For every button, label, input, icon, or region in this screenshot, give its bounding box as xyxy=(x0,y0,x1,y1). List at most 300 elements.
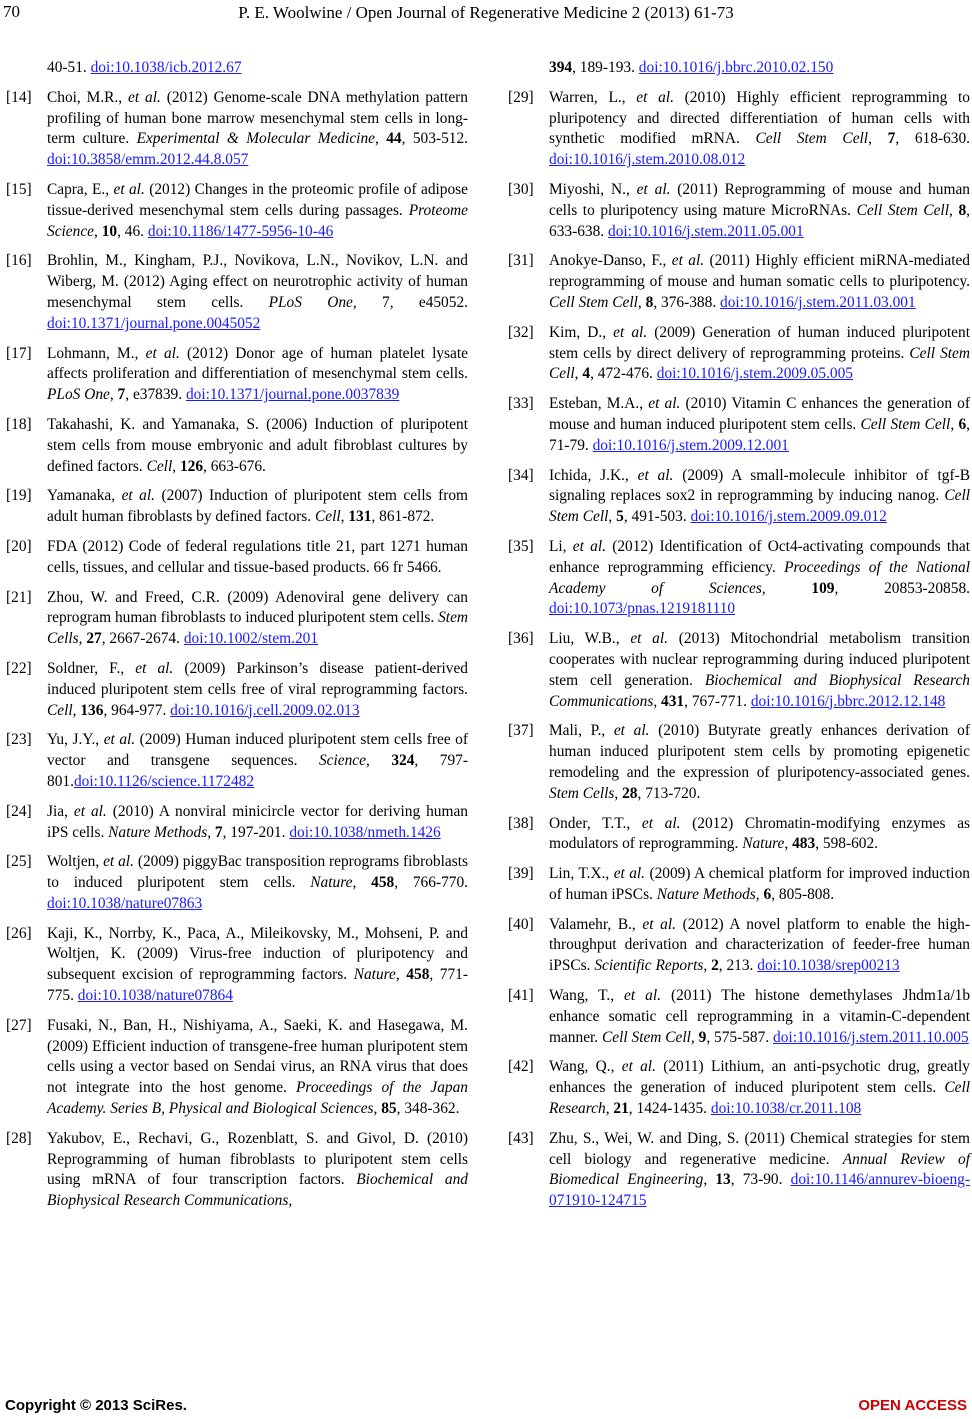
reference-number: [39] xyxy=(508,865,534,883)
reference-segment: Soldner, F., xyxy=(47,659,136,677)
reference-italic: Nature xyxy=(310,874,353,892)
reference-number: [25] xyxy=(6,853,32,871)
reference-entry xyxy=(508,1057,970,1119)
reference-text xyxy=(47,537,468,579)
reference-entry xyxy=(6,852,468,914)
reference-volume: 85 xyxy=(381,1100,397,1118)
reference-number: [30] xyxy=(508,180,534,198)
reference-italic: et al. xyxy=(613,865,646,883)
reference-italic: Scientific Reports xyxy=(594,957,704,975)
reference-segment: , 197-201. xyxy=(222,823,290,841)
doi-link[interactable]: doi:10.1016/j.stem.2009.09.012 xyxy=(690,508,887,526)
doi-link[interactable]: doi:10.1016/j.bbrc.2010.02.150 xyxy=(638,59,834,76)
doi-link[interactable]: doi:10.3858/emm.2012.44.8.057 xyxy=(47,151,249,169)
reference-segment: , 575-587. xyxy=(706,1028,774,1046)
reference-entry xyxy=(508,537,970,620)
doi-link[interactable]: doi:10.1016/j.stem.2011.10.005 xyxy=(773,1028,969,1046)
reference-entry xyxy=(6,344,468,406)
reference-segment: , xyxy=(109,386,118,404)
reference-number: [37] xyxy=(508,722,534,740)
reference-segment: , xyxy=(614,784,623,802)
reference-entry xyxy=(508,466,970,528)
reference-segment: , xyxy=(340,508,349,526)
reference-segment: (2011) Reprogramming of mouse and human cells to pluripotency using mature MicroRNAs. xyxy=(549,180,970,219)
reference-text xyxy=(47,344,468,406)
reference-volume: 109 xyxy=(811,579,835,597)
reference-number: [19] xyxy=(6,487,32,505)
reference-italic: Nature xyxy=(353,966,396,984)
running-head: P. E. Woolwine / Open Journal of Regenerative Medicine 2 (2013) 61-73 xyxy=(238,3,734,22)
reference-italic: et al. xyxy=(636,88,674,106)
reference-entry xyxy=(508,180,970,242)
doi-link[interactable]: doi:10.1038/srep00213 xyxy=(757,957,900,975)
reference-text xyxy=(47,659,468,721)
reference-volume: 7 xyxy=(887,130,896,148)
reference-segment: Wang, T., xyxy=(549,987,625,1005)
reference-italic: Proteome Science xyxy=(47,201,468,240)
reference-text xyxy=(549,864,970,906)
reference-segment: , 771-775. xyxy=(47,966,468,1005)
doi-link[interactable]: doi:10.1016/j.stem.2011.05.001 xyxy=(608,222,804,240)
reference-volume: 2 xyxy=(711,957,719,975)
reference-italic: Cell Stem Cell xyxy=(602,1028,691,1046)
open-access-footer: OPEN ACCESS xyxy=(858,1397,967,1414)
reference-entry xyxy=(6,486,468,528)
reference-entry xyxy=(508,58,970,79)
reference-segment: (2011) Lithium, an anti-psychotic drug, greatly enhances the generation of induced pluripotent stem cells. xyxy=(549,1058,970,1097)
reference-segment: , xyxy=(608,508,617,526)
reference-entry xyxy=(6,537,468,579)
reference-italic: et al. xyxy=(642,915,676,933)
reference-number: [43] xyxy=(508,1129,534,1147)
reference-entry xyxy=(6,1129,468,1212)
reference-segment: , 1424-1435. xyxy=(628,1100,711,1118)
reference-number xyxy=(6,58,47,79)
reference-segment: Anokye-Danso, F., xyxy=(549,252,672,270)
reference-number xyxy=(508,58,549,79)
doi-link[interactable]: doi:10.1016/j.stem.2010.08.012 xyxy=(549,151,746,169)
doi-link[interactable]: doi:10.1016/j.stem.2009.05.005 xyxy=(656,365,853,383)
reference-segment: , xyxy=(868,130,888,148)
reference-volume: 28 xyxy=(622,784,638,802)
reference-italic: et al. xyxy=(121,487,156,505)
reference-number: [32] xyxy=(508,323,534,341)
reference-text xyxy=(47,924,468,1007)
reference-text xyxy=(47,251,468,334)
reference-segment: , xyxy=(574,365,583,383)
reference-italic: et al. xyxy=(145,344,180,362)
reference-segment: (2009) Parkinson’s disease patient-derived induced pluripotent stem cells free of viral reprogramming factors. xyxy=(47,659,468,698)
reference-italic: Cell Stem Cell xyxy=(549,344,970,383)
reference-text xyxy=(47,1016,468,1120)
reference-segment: , xyxy=(72,701,81,719)
reference-italic: Nature xyxy=(742,835,785,853)
reference-number: [29] xyxy=(508,88,534,106)
reference-entry xyxy=(508,864,970,906)
reference-number: [17] xyxy=(6,344,32,362)
reference-segment: , xyxy=(78,630,87,648)
reference-segment: , 767-771. xyxy=(684,692,751,710)
reference-segment: , 376-388. xyxy=(653,293,721,311)
reference-segment: (2009) piggyBac transposition reprograms fibroblasts to induced pluripotent stem cells. xyxy=(47,853,468,892)
reference-segment: Li, xyxy=(549,537,573,555)
reference-volume: 8 xyxy=(645,293,654,311)
reference-italic: et al. xyxy=(637,466,674,484)
reference-italic: Cell Research xyxy=(549,1079,970,1118)
reference-text xyxy=(549,88,970,171)
reference-segment: , 797-801. xyxy=(47,752,468,790)
reference-text xyxy=(47,802,468,844)
reference-segment: (2012) Changes in the proteomic profile of adipose tissue-derived mesenchymal stem cells during passages. xyxy=(47,180,468,219)
doi-link[interactable]: doi:10.1146/annurev-bioeng-071910-124715 xyxy=(549,1171,970,1210)
reference-segment: Fusaki, N., Ban, H., Nishiyama, A., Saeki, K. and Hasegawa, M. (2009) Efficient induction of transgene-free human pluripotent stem cells using a vector based on Sendai virus, an RNA virus that does not integrate into the host genome. xyxy=(47,1016,468,1097)
doi-link[interactable]: doi:10.1002/stem.201 xyxy=(183,630,319,648)
reference-segment: Zhu, S., Wei, W. and Ding, S. (2011) Chemical strategies for stem cell biology and regenerative medicine. xyxy=(549,1129,970,1168)
reference-volume: 8 xyxy=(958,201,967,219)
reference-text xyxy=(549,251,970,313)
reference-segment: Brohlin, M., Kingham, P.J., Novikova, L.N., Novikov, L.N. and Wiberg, M. (2012) Aging effect on neurotrophic activity of human mesenchymal stem cells. xyxy=(47,252,468,311)
page-number: 70 xyxy=(3,2,20,21)
reference-segment: , xyxy=(288,1192,293,1210)
reference-segment: (2009) Human induced pluripotent stem cells free of vector and transgene sequences. xyxy=(47,731,469,770)
reference-segment: , xyxy=(948,201,959,219)
reference-italic: Stem Cells xyxy=(47,609,469,648)
reference-segment: Jia, xyxy=(47,802,74,820)
reference-entry xyxy=(6,251,468,334)
reference-segment: , xyxy=(373,1100,382,1118)
reference-segment: , xyxy=(94,222,102,240)
reference-italic: Nature Methods xyxy=(108,823,208,841)
reference-entry xyxy=(6,802,468,844)
reference-segment: (2011) The histone demethylases Jhdm1a/1b enhance somatic cell reprogramming in a vitamin-C-dependent manner. xyxy=(549,987,971,1046)
doi-link[interactable]: doi:10.1371/journal.pone.0045052 xyxy=(47,314,261,332)
reference-segment: (2010) Vitamin C enhances the generation of mouse and human induced pluripotent stem cells. xyxy=(549,395,970,433)
reference-segment: , xyxy=(605,1100,614,1118)
reference-text xyxy=(549,323,970,385)
reference-segment: , xyxy=(703,957,712,975)
reference-entry xyxy=(6,730,468,792)
reference-italic: Cell Stem Cell xyxy=(856,201,949,219)
reference-segment: , xyxy=(653,692,662,710)
reference-segment: Choi, M.R., xyxy=(47,88,129,106)
reference-text xyxy=(549,721,970,804)
reference-text xyxy=(47,180,468,242)
reference-segment: (2012) Genome-scale DNA methylation pattern profiling of human bone marrow mesenchymal stem cells in long-term culture. xyxy=(47,88,469,148)
reference-segment: Mali, P., xyxy=(549,722,614,740)
reference-segment: Capra, E., xyxy=(47,180,114,198)
reference-segment: , 348-362. xyxy=(396,1100,460,1118)
reference-entry xyxy=(6,1016,468,1120)
doi-link[interactable]: doi:10.1016/j.stem.2009.12.001 xyxy=(592,436,789,454)
reference-segment: Ichida, J.K., xyxy=(549,466,638,484)
reference-italic: et al. xyxy=(641,814,681,832)
reference-segment: , 633-638. xyxy=(549,201,970,240)
reference-number: [20] xyxy=(6,537,32,555)
reference-segment: Miyoshi, N., xyxy=(549,180,637,198)
reference-segment: Kaji, K., Norrby, K., Paca, A., Mileikovsky, M., Mohseni, P. and Woltjen, K. (2009) Virus-free induction of pluripotency and subsequent excision of reprogramming factors. xyxy=(47,924,468,984)
reference-segment: (2012) Chromatin-modifying enzymes as modulators of reprogramming. xyxy=(549,814,971,853)
reference-segment: , 2667-2674. xyxy=(101,630,184,648)
reference-segment: , 73-90. xyxy=(730,1171,791,1189)
reference-number: [28] xyxy=(6,1129,32,1147)
reference-segment: , e37839. xyxy=(125,386,186,404)
reference-number: [38] xyxy=(508,814,534,832)
reference-italic: Proceedings of the National Academy of Sciences xyxy=(549,558,970,597)
reference-italic: et al. xyxy=(103,731,136,749)
reference-italic: et al. xyxy=(624,987,661,1005)
reference-segment: , 663-676. xyxy=(203,457,266,475)
reference-number: [18] xyxy=(6,415,32,433)
reference-volume: 131 xyxy=(348,508,372,526)
reference-segment: (2013) Mitochondrial metabolism transition cooperates with nuclear reprogramming during induced pluripotent stem cell generation. xyxy=(549,630,970,689)
reference-italic: et al. xyxy=(636,180,671,198)
reference-italic: Cell Stem Cell xyxy=(549,487,970,526)
reference-segment: (2009) Generation of human induced pluripotent stem cells by direct delivery of reprogramming proteins. xyxy=(549,323,970,362)
reference-entry xyxy=(6,88,468,171)
reference-volume: 13 xyxy=(715,1171,731,1189)
reference-number: [42] xyxy=(508,1058,534,1076)
reference-number: [36] xyxy=(508,630,534,648)
reference-italic: Experimental & Molecular Medicine xyxy=(136,130,375,148)
reference-volume: 7 xyxy=(117,386,126,404)
reference-volume: 10 xyxy=(101,222,118,240)
reference-segment: , xyxy=(395,966,407,984)
reference-italic: Cell Stem Cell xyxy=(860,415,951,433)
reference-segment: , xyxy=(207,823,215,841)
reference-number: [33] xyxy=(508,395,534,413)
reference-entry xyxy=(6,588,468,650)
doi-link[interactable]: doi:10.1038/cr.2011.108 xyxy=(710,1100,862,1118)
reference-number: [22] xyxy=(6,659,32,677)
reference-entry xyxy=(508,323,970,385)
reference-segment: Lohmann, M., xyxy=(47,344,146,362)
reference-volume: 5 xyxy=(616,508,624,526)
reference-segment: (2009) A chemical platform for improved induction of human iPSCs. xyxy=(549,865,970,903)
reference-volume: 458 xyxy=(371,874,395,892)
reference-number: [41] xyxy=(508,987,534,1005)
reference-segment: (2012) Donor age of human platelet lysate affects proliferation and differentiation of mesenchymal stem cells. xyxy=(47,344,468,383)
reference-segment: , 618-630. xyxy=(895,130,970,148)
reference-italic: et al. xyxy=(113,180,145,198)
reference-text xyxy=(47,1129,468,1212)
reference-segment: (2007) Induction of pluripotent stem cells from adult human fibroblasts by defined factors. xyxy=(47,487,468,526)
doi-link[interactable]: doi:10.1038/nmeth.1426 xyxy=(289,823,441,841)
reference-text xyxy=(47,58,468,79)
reference-segment: , xyxy=(690,1028,699,1046)
reference-italic: et al. xyxy=(621,1058,656,1076)
doi-link[interactable]: doi:10.1371/journal.pone.0037839 xyxy=(185,386,400,404)
reference-text xyxy=(47,852,468,914)
reference-number: [26] xyxy=(6,924,32,942)
doi-link[interactable]: doi:10.1038/nature07864 xyxy=(77,987,233,1005)
reference-text xyxy=(549,814,970,856)
reference-segment: , 7, e45052. xyxy=(352,293,468,311)
reference-volume: 6 xyxy=(763,885,772,903)
reference-segment: , 713-720. xyxy=(637,784,701,802)
reference-number: [31] xyxy=(508,252,534,270)
reference-segment: , 861-872. xyxy=(371,508,435,526)
reference-segment: (2012) Identification of Oct4-activating compounds that enhance reprogramming efficiency. xyxy=(549,537,970,576)
doi-link[interactable]: doi:10.1016/j.stem.2011.03.001 xyxy=(720,293,916,311)
doi-link[interactable]: doi:10.1016/j.bbrc.2012.12.148 xyxy=(750,692,946,710)
reference-segment: , xyxy=(950,415,959,433)
reference-segment: Wang, Q., xyxy=(549,1058,622,1076)
reference-italic: PLoS One xyxy=(268,293,353,311)
reference-italic: et al. xyxy=(135,659,174,677)
reference-segment: Yu, J.Y., xyxy=(47,731,104,749)
reference-segment: (2009) A small-molecule inhibitor of tgf-B signaling replaces sox2 in reprogramming by inducing nanog. xyxy=(549,466,970,505)
doi-link[interactable]: doi:10.1016/j.cell.2009.02.013 xyxy=(170,701,360,719)
reference-number: [24] xyxy=(6,802,32,820)
reference-entry xyxy=(6,180,468,242)
reference-segment: , 503-512. xyxy=(401,130,469,148)
reference-italic: Biochemical and Biophysical Research Communications xyxy=(549,671,970,710)
reference-segment: , 491-503. xyxy=(623,508,691,526)
reference-segment: Liu, W.B., xyxy=(549,630,631,648)
reference-segment: (2011) Highly efficient miRNA-mediated reprogramming of mouse and human somatic cells to pluripotency. xyxy=(549,252,970,291)
reference-volume: 136 xyxy=(80,701,104,719)
reference-italic: Annual Review of Biomedical Engineering xyxy=(549,1150,970,1189)
reference-text xyxy=(549,537,970,620)
reference-text xyxy=(549,58,970,79)
reference-segment: , xyxy=(761,579,812,597)
reference-text xyxy=(549,986,970,1048)
reference-entry xyxy=(508,721,970,804)
reference-number: [14] xyxy=(6,88,32,106)
reference-volume: 21 xyxy=(613,1100,629,1118)
doi-link[interactable]: doi:10.1038/icb.2012.67 xyxy=(90,59,242,76)
copyright-footer: Copyright © 2013 SciRes. xyxy=(5,1397,187,1414)
reference-italic: et al. xyxy=(613,323,648,341)
reference-entry xyxy=(508,629,970,712)
reference-volume: 7 xyxy=(214,823,223,841)
reference-italic: Nature Methods xyxy=(656,885,756,903)
reference-number: [15] xyxy=(6,180,32,198)
reference-segment: , xyxy=(172,457,180,475)
reference-volume: 6 xyxy=(958,415,967,433)
reference-entry xyxy=(508,915,970,977)
reference-segment: Yakubov, E., Rechavi, G., Rozenblatt, S. and Givol, D. (2010) Reprogramming of human fibroblasts to pluripotent stem cells using mRNA of four transcription factors. xyxy=(47,1129,468,1189)
right-column xyxy=(508,58,970,1221)
reference-italic: Cell Stem Cell xyxy=(755,130,869,148)
reference-segment: , xyxy=(703,1171,716,1189)
reference-segment: , 189-193. xyxy=(572,59,639,76)
reference-segment: Kim, D., xyxy=(549,323,614,341)
reference-text xyxy=(549,1057,970,1119)
reference-segment: (2012) A novel platform to enable the high-throughput derivation and characterization of feeder-free human iPSCs. xyxy=(549,915,970,975)
reference-volume: 394 xyxy=(549,59,573,76)
reference-text xyxy=(47,486,468,528)
reference-text xyxy=(47,730,468,792)
reference-italic: et al. xyxy=(630,630,669,648)
doi-link[interactable]: doi:10.1126/science.1172482 xyxy=(73,772,255,790)
reference-segment: , 20853-20858. xyxy=(834,579,970,597)
reference-number: [34] xyxy=(508,466,534,484)
left-column xyxy=(6,58,468,1221)
reference-volume: 126 xyxy=(179,457,204,475)
reference-entry xyxy=(508,394,970,456)
reference-entry xyxy=(508,986,970,1048)
reference-number: [16] xyxy=(6,252,32,270)
reference-volume: 458 xyxy=(406,966,430,984)
reference-segment: , 46. xyxy=(117,222,148,240)
reference-volume: 4 xyxy=(582,365,591,383)
reference-number: [23] xyxy=(6,731,32,749)
reference-italic: Science xyxy=(318,752,366,770)
reference-segment: Yamanaka, xyxy=(47,487,122,505)
reference-italic: et al. xyxy=(572,537,606,555)
reference-italic: Stem Cells xyxy=(549,784,615,802)
reference-segment: Esteban, M.A., xyxy=(549,395,649,413)
reference-text xyxy=(549,394,970,456)
reference-italic: Cell xyxy=(314,508,341,526)
reference-entry xyxy=(508,1129,970,1212)
reference-segment: Zhou, W. and Freed, C.R. (2009) Adenoviral gene delivery can reprogram human fibroblasts to induced pluripotent stem cells. xyxy=(47,588,468,627)
reference-segment: (2010) Highly efficient reprogramming to pluripotency and directed differentiation of human cells with synthetic modified mRNA. xyxy=(549,88,970,148)
reference-italic: Cell xyxy=(146,457,173,475)
reference-segment: , xyxy=(784,835,793,853)
reference-entry xyxy=(6,924,468,1007)
reference-segment: , 766-770. xyxy=(394,874,468,892)
reference-segment: Valamehr, B., xyxy=(549,915,643,933)
doi-link[interactable]: doi:10.1038/nature07863 xyxy=(47,894,203,912)
reference-text xyxy=(549,915,970,977)
reference-segment: , xyxy=(365,752,392,770)
reference-text xyxy=(549,1129,970,1212)
reference-entry xyxy=(6,415,468,477)
reference-entry xyxy=(6,58,468,79)
doi-link[interactable]: doi:10.1073/pnas.1219181110 xyxy=(549,600,736,618)
reference-segment: FDA (2012) Code of federal regulations title 21, part 1271 human cells, tissues, and cellular and tissue-based products. 66 fr 5466. xyxy=(47,537,468,576)
reference-text xyxy=(549,180,970,242)
reference-segment: , xyxy=(755,885,764,903)
reference-segment: , xyxy=(374,130,387,148)
reference-segment: , 472-476. xyxy=(590,365,657,383)
reference-segment: Lin, T.X., xyxy=(549,865,614,883)
reference-number: [21] xyxy=(6,588,32,606)
reference-segment: , 213. xyxy=(718,957,758,975)
reference-italic: Biochemical and Biophysical Research Communications xyxy=(47,1171,468,1210)
reference-italic: PLoS One xyxy=(47,386,110,404)
reference-entry xyxy=(508,814,970,856)
reference-number: [27] xyxy=(6,1016,32,1034)
reference-segment: Warren, L., xyxy=(549,88,637,106)
reference-italic: et al. xyxy=(73,802,107,820)
reference-segment: , 964-977. xyxy=(103,701,171,719)
reference-segment: Onder, T.T., xyxy=(549,814,642,832)
reference-segment: Woltjen, xyxy=(47,853,104,871)
reference-segment: , xyxy=(352,874,372,892)
reference-volume: 483 xyxy=(792,835,816,853)
reference-text xyxy=(47,415,468,477)
reference-italic: et al. xyxy=(128,88,161,106)
reference-segment: 40-51. xyxy=(47,59,91,76)
reference-volume: 431 xyxy=(661,692,685,710)
reference-volume: 44 xyxy=(386,130,402,148)
reference-text xyxy=(549,629,970,712)
reference-volume: 9 xyxy=(698,1028,707,1046)
reference-entry xyxy=(508,88,970,171)
reference-italic: Proceedings of the Japan Academy. Series B, Physical and Biological Sciences xyxy=(47,1079,469,1118)
reference-segment: , 598-602. xyxy=(815,835,879,853)
reference-text xyxy=(47,588,468,650)
reference-italic: et al. xyxy=(671,252,705,270)
doi-link[interactable]: doi:10.1186/1477-5956-10-46 xyxy=(147,222,334,240)
reference-number: [35] xyxy=(508,537,534,555)
reference-volume: 324 xyxy=(391,752,415,770)
reference-segment: , 805-808. xyxy=(771,885,835,903)
reference-italic: et al. xyxy=(103,853,134,871)
